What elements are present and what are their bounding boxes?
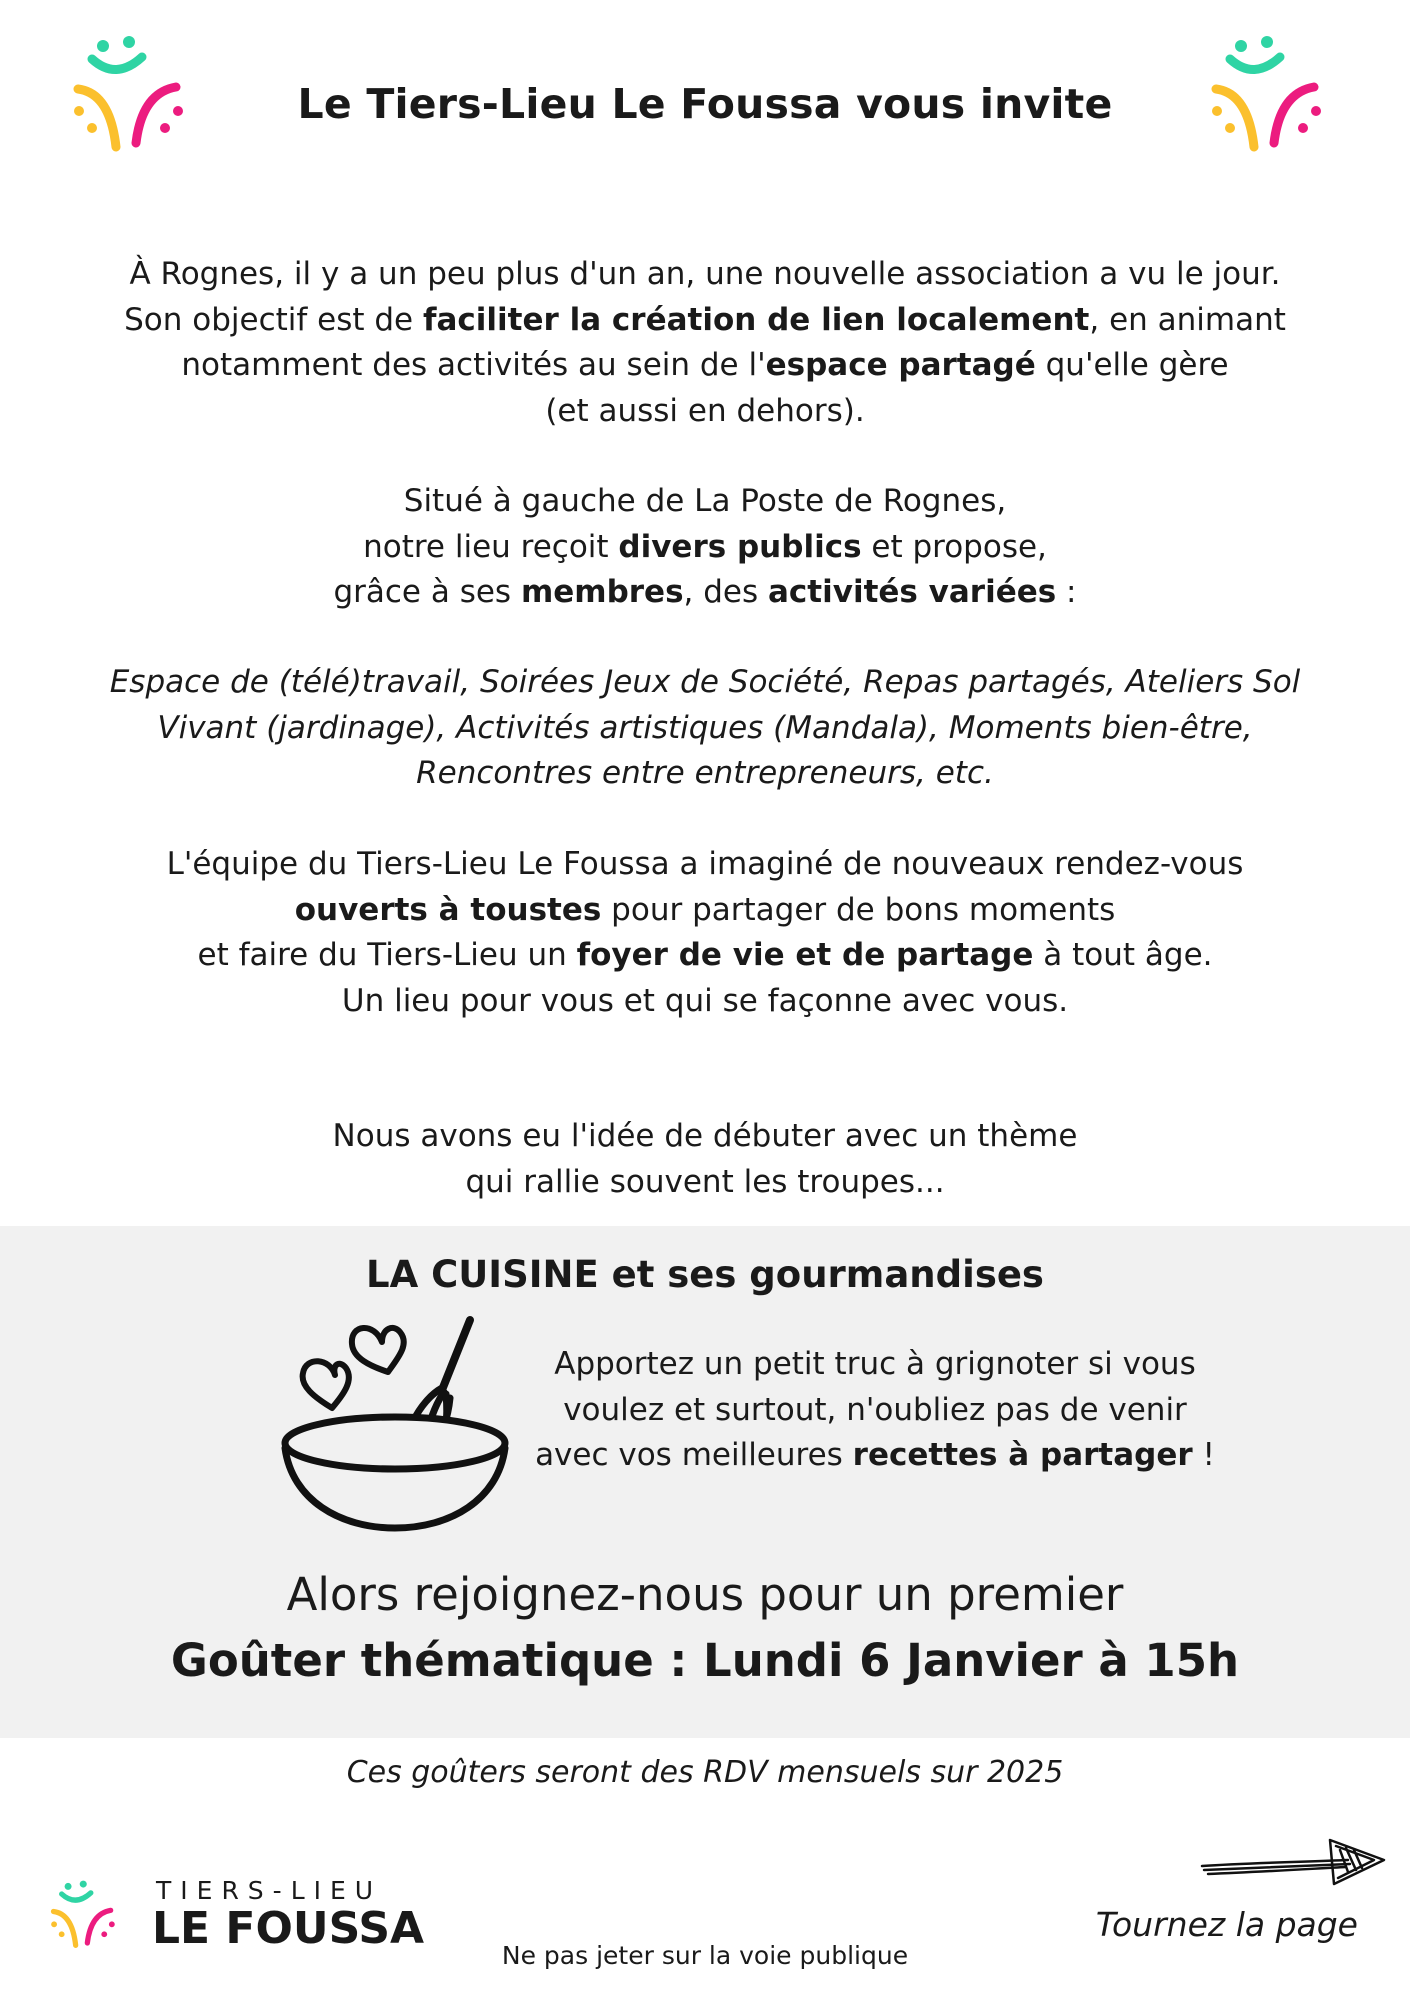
foussa-logo-footer	[50, 1880, 120, 1950]
intro-line-3: notamment des activités au sein de l'espace partagé qu'elle gère	[181, 347, 1229, 383]
monthly-note: Ces goûters seront des RDV mensuels sur 2025	[346, 1755, 1064, 1790]
bring-line-3: avec vos meilleures recettes à partager !	[535, 1437, 1215, 1473]
team-line-4: Un lieu pour vous et qui se façonne avec vous.	[341, 982, 1069, 1019]
bring-line-1: Apportez un petit truc à grignoter si vous	[554, 1346, 1196, 1382]
activities-line-1: Espace de (télé)travail, Soirées Jeux de Société, Repas partagés, Ateliers Sol	[109, 664, 1301, 700]
theme-paragraph	[40, 1114, 1370, 1205]
team-line-1: L'équipe du Tiers-Lieu Le Foussa a imaginé de nouveaux rendez-vous	[166, 846, 1244, 882]
brand-name: LE FOUSSA	[152, 1903, 425, 1954]
intro-line-4: (et aussi en dehors).	[545, 392, 865, 429]
activities-paragraph	[40, 660, 1370, 797]
intro-line-2: Son objectif est de faciliter la création de lien localement, en animant	[124, 301, 1286, 338]
arrow-right-icon	[1198, 1832, 1388, 1892]
cuisine-bring-text	[500, 1342, 1250, 1479]
team-line-3: et faire du Tiers-Lieu un foyer de vie et de partage à tout âge.	[197, 937, 1213, 973]
turn-page-text: Tournez la page	[1095, 1905, 1358, 1944]
location-paragraph	[40, 479, 1370, 616]
brand-subtitle: TIERS-LIEU	[156, 1876, 383, 1905]
whisk-bowl-icon	[270, 1300, 520, 1540]
theme-line-2: qui rallie souvent les troupes...	[465, 1163, 945, 1200]
bring-line-2: voulez et surtout, n'oubliez pas de venir	[563, 1391, 1187, 1428]
location-line-2: notre lieu reçoit divers publics et propose,	[363, 528, 1047, 565]
location-line-1: Situé à gauche de La Poste de Rognes,	[403, 483, 1007, 519]
activities-line-2: Vivant (jardinage), Activités artistiques (Mandala), Moments bien-être,	[157, 709, 1253, 746]
team-paragraph	[40, 842, 1370, 1024]
intro-paragraph	[40, 252, 1370, 434]
cuisine-title: LA CUISINE et ses gourmandises	[366, 1253, 1044, 1296]
page-title: Le Tiers-Lieu Le Foussa vous invite	[297, 80, 1113, 128]
theme-line-1: Nous avons eu l'idée de débuter avec un thème	[332, 1118, 1078, 1154]
team-line-2: ouverts à toustes pour partager de bons moments	[294, 891, 1116, 928]
join-invitation: Alors rejoignez-nous pour un premier	[286, 1568, 1124, 1621]
event-date: Goûter thématique : Lundi 6 Janvier à 15h	[170, 1634, 1240, 1687]
disposal-notice: Ne pas jeter sur la voie publique	[501, 1941, 909, 1970]
intro-line-1: À Rognes, il y a un peu plus d'un an, une nouvelle association a vu le jour.	[129, 256, 1281, 292]
activities-line-3: Rencontres entre entrepreneurs, etc.	[416, 755, 994, 791]
location-line-3: grâce à ses membres, des activités variées :	[333, 574, 1077, 610]
